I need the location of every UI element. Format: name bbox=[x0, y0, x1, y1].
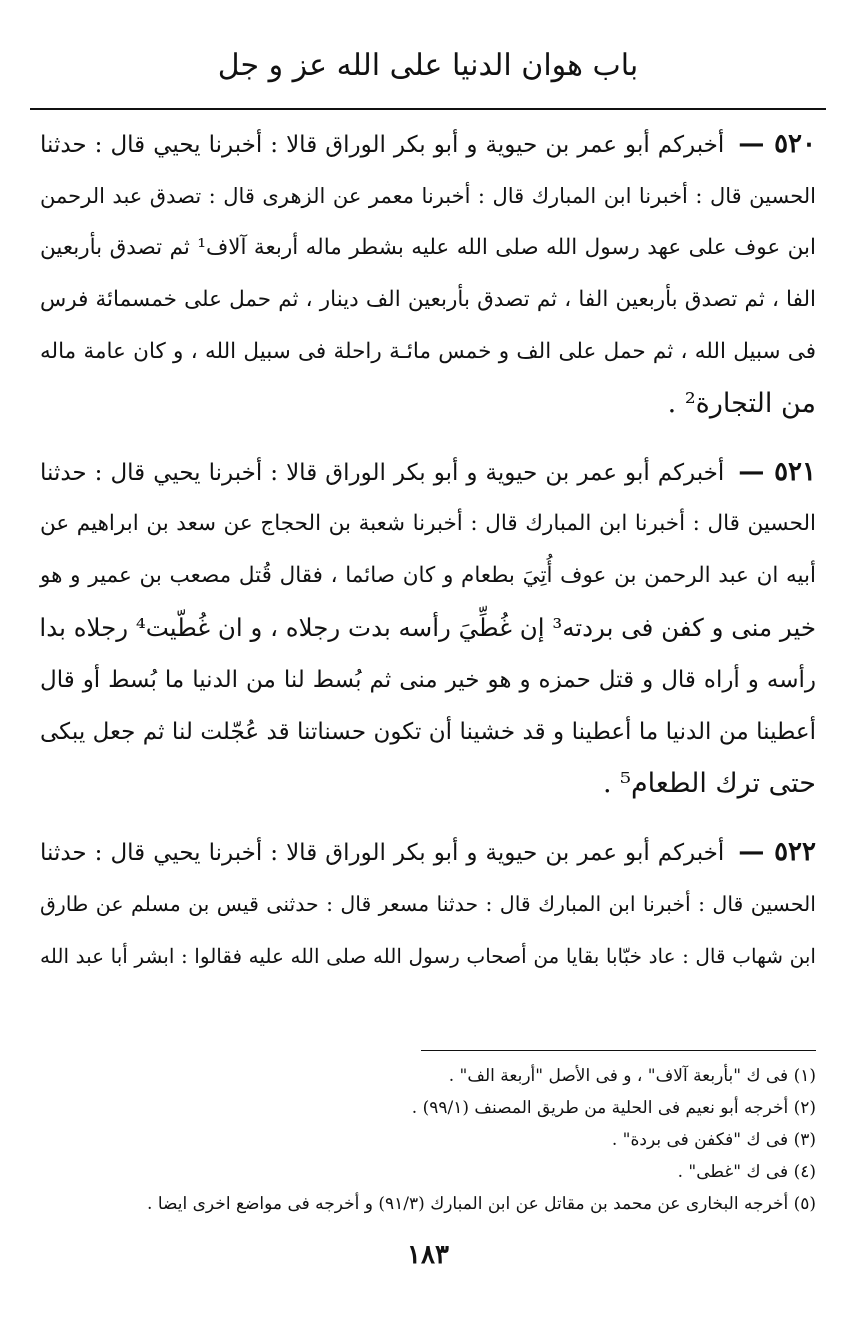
text-line: خير منى و كفن فى بردته³ إن غُطِّيَ رأسه بدت رجلاه ، و ان غُطّيت⁴ رجلاه بدا bbox=[39, 613, 816, 642]
footnote-3: (٣) فى ك "فكفن فى بردة" . bbox=[611, 1130, 816, 1150]
text-line: ابن عوف على عهد رسول الله صلى الله عليه بشطر ماله أربعة آلاف¹ ثم تصدق بأربعين bbox=[40, 235, 816, 260]
text-line: ابن شهاب قال : عاد خبّابا بقايا من أصحاب رسول الله صلى الله عليه فقالوا : ابشر أبا عبد الله bbox=[40, 944, 816, 968]
hadith-entry-522 bbox=[40, 826, 816, 982]
text-line: حتى ترك الطعام⁵ . bbox=[602, 768, 816, 799]
text-line: الفا ، ثم تصدق بأربعين الفا ، ثم تصدق بأربعين الف دينار ، ثم حمل على خمسمائة فرس bbox=[40, 287, 816, 312]
hadith-entry-520 bbox=[40, 118, 816, 430]
text-line: الحسين قال : أخبرنا ابن المبارك قال : أخبرنا شعبة بن الحجاج عن سعد بن ابراهيم عن bbox=[40, 511, 816, 536]
text-line: فى سبيل الله ، ثم حمل على الف و خمس مائـة راحلة فى سبيل الله ، و كان عامة ماله bbox=[40, 339, 816, 364]
footnote-1: (١) فى ك "بأربعة آلاف" ، و فى الأصل "أربعة الف" . bbox=[448, 1066, 816, 1086]
text-line: أعطينا من الدنيا ما أعطينا و قد خشينا أن تكون حسناتنا قد عُجّلت لنا ثم جعل يبكى bbox=[40, 719, 816, 745]
text-line: ٥٢٢ — أخبركم أبو عمر بن حيوية و أبو بكر الوراق قالا : أخبرنا يحيي قال : حدثنا bbox=[40, 837, 816, 867]
footnote-rule bbox=[421, 1050, 816, 1051]
hadith-number: ٥٢١ — bbox=[738, 457, 816, 487]
header-rule bbox=[30, 108, 826, 110]
text-line: الحسين قال : أخبرنا ابن المبارك قال : أخبرنا معمر عن الزهرى قال : تصدق عبد الرحمن bbox=[40, 184, 816, 208]
footnotes bbox=[40, 1060, 816, 1220]
text-line: ٥٢١ — أخبركم أبو عمر بن حيوية و أبو بكر الوراق قالا : أخبرنا يحيي قال : حدثنا bbox=[40, 457, 816, 487]
text-line: أبيه ان عبد الرحمن بن عوف أُتِيَ بطعام و كان صائما ، فقال قُتل مصعب بن عمير و هو bbox=[40, 563, 816, 588]
footnote-5: (٥) أخرجه البخارى عن محمد بن مقاتل عن ابن المبارك (٩١/٣) و أخرجه فى مواضع اخرى ايضا . bbox=[147, 1194, 816, 1214]
main-text bbox=[40, 118, 816, 982]
footnote-2: (٢) أخرجه أبو نعيم فى الحلية من طريق المصنف (٩٩/١) . bbox=[411, 1098, 816, 1118]
hadith-number: ٥٢٠ — bbox=[738, 129, 816, 159]
hadith-number: ٥٢٢ — bbox=[738, 837, 816, 867]
text-line: ٥٢٠ — أخبركم أبو عمر بن حيوية و أبو بكر الوراق قالا : أخبرنا يحيي قال : حدثنا bbox=[40, 129, 816, 159]
page-number: ١٨٣ bbox=[407, 1240, 449, 1270]
hadith-entry-521 bbox=[40, 446, 816, 810]
text-line: رأسه و أراه قال و قتل حمزه و هو خير منى ثم بُسط لنا من الدنيا ما بُسط أو قال bbox=[40, 667, 816, 693]
text-line: الحسين قال : أخبرنا ابن المبارك قال : حدثنا مسعر قال : حدثنى قيس بن مسلم عن طارق bbox=[40, 892, 816, 916]
footnote-4: (٤) فى ك "غطى" . bbox=[677, 1162, 816, 1182]
text-line: من التجارة² . bbox=[667, 388, 816, 419]
chapter-title: باب هوان الدنيا على الله عز و جل bbox=[217, 48, 639, 83]
